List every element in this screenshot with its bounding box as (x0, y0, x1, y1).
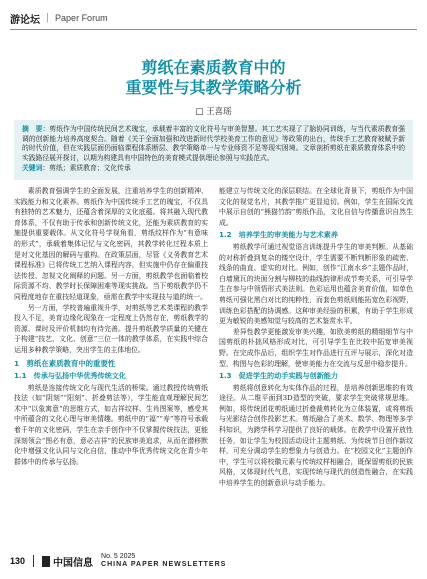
publication-name: CHINA PAPER NEWSLETTERS (101, 561, 227, 568)
publication-info (101, 553, 226, 569)
paragraph: 剪纸将创意转化为实体作品的过程，是培养创新思维的有效途径。从二维平面到3D造型的突破，要求学生突破常规思维。例如，将传统团花剪纸通过折叠裁剪转化为立体装置，或将剪纸与光影结合创作投影艺术。剪纸融合了美术、数学、物理等多学科知识，为跨学科学习提供了良好的载体。在教学中设置开放性任务，如让学生为校园活动设计主题剪纸、为传统节日创作新纹样，可充分调动学生的想象力与创造力。在“校园文化”主题创作中，学生可以将校徽元素与传统纹样相融合，既保留剪纸的民族风格，又体现时代气息，实现传统与现代的创造性融合，在实践中培养学生的创新意识与动手能力。 (219, 383, 413, 488)
paragraph: 另一方面，学校普遍重视升学，对剪纸等艺术类课程的教学投入不足，美育边缘化现象在一定程度上仍然存在，剪纸教学的资源、课时及评价机制均有待完善。提升剪纸教学质量的关键在于构建“技艺、文化、创意”三位一体的教学体系，在实践中综合运用多种教学策略，突出学生的主体地位。 (14, 303, 208, 354)
logo-mark-icon (42, 556, 50, 567)
keywords (22, 164, 405, 174)
abstract-box (14, 120, 413, 180)
paragraph: 素质教育强调学生的全面发展，注重培养学生的创新精神、实践能力和文化素养。剪纸作为中国传统手工艺的瑰宝，不仅具有独特的艺术魅力，还蕴含着深厚的文化底蕴。将其融入现代教育体系，不仅有助于传承和创新传统文化，还能为素质教育的实施提供重要载体。从文化符号学视角看，剪纸纹样作为“有意味的形式”，承载着集体记忆与文化密码，其教学转化过程本质上是对文化基因的解码与重构。在政策层面，尽管《义务教育艺术课程标准》已将传统工艺纳入课程内容，但实施中仍存在偏重技法传授、忽视文化阐释的问题。另一方面，剪纸教学也面临着校际资源不均、教学时长保障困难等现实挑战。当下剪纸教学仍不同程度地存在重技轻道现象，亟需在教学中实现技与道的统一。 (14, 187, 208, 301)
paragraph: 差异性教学更能激发审美兴趣，如欧美剪纸的精细细节与中国剪纸的朴拙风格形成对比，可引导学生在比较中拓宽审美视野。在完成作品后，组织学生对作品进行互评与展示，深化对造型、构图与色彩的理解，使审美能力在交流与反思中稳步提升。 (219, 327, 413, 368)
paragraph: 能建立与传统文化的深层联结。在全球化背景下，剪纸作为中国文化的视觉名片，其教学推广更显迫切。例如，学生在国际交流中展示自创的“熊猫竹韵”剪纸作品，文化自信与传播意识自然生成。 (219, 187, 413, 227)
keywords-label: 关键词： (22, 164, 50, 173)
abstract-text: 剪纸作为中国传统民间艺术瑰宝，承载着丰富的文化符号与审美智慧。其工艺实现了了脑协同训练，与当代素质教育强调的创新能力培养高度契合。随着《关于全面加强和改进新时代学校美育工作的意见》等政策的出台，传统手工艺教育被赋予新的时代价值，但在实践层面仍面临课程体系断层、教学策略单一与专业师资不足等现实困境。文章剖析剪纸在素质教育体系中的实践路径展开探讨，以期为构建具有中国特色的美育模式提供理论参照与实践范式。 (22, 125, 406, 162)
running-header (10, 10, 417, 26)
abstract-label: 摘 要： (22, 125, 50, 133)
logo-text: 中国信息 (53, 557, 94, 569)
footer-divider (33, 555, 34, 567)
page-number: 130 (10, 556, 26, 566)
header-rule (10, 29, 417, 30)
author: □ 王喜瑶 (195, 107, 232, 117)
article-title-line-1: 剪纸在素质教育中的 (141, 58, 286, 77)
subsection-heading: 1.1 传承与弘扬中华优秀传统文化 (14, 371, 126, 381)
running-footer (10, 553, 417, 569)
subsection-heading: 1.2 培养学生的审美能力与艺术素养 (219, 230, 338, 240)
subsection-heading: 1.3 促进学生的动手实践与创新能力 (219, 371, 338, 381)
issue-number: No. 5 2025 (101, 553, 136, 560)
section-title-en: Paper Forum (55, 13, 108, 23)
article-title (0, 58, 427, 98)
article-title-line-2: 重要性与其教学策略分析 (125, 78, 302, 97)
section-title: 游论坛 (10, 14, 40, 26)
header-separator: | (46, 13, 50, 23)
abstract (22, 125, 405, 163)
section-heading: 1 剪纸在素质教育中的重要性 (14, 358, 116, 368)
paragraph: 剪纸是连接传统文化与现代生活的桥梁。通过教授传统剪纸技法（如“阴刻”“阳刻”、折叠剪法等），学生能直观理解民间艺术中“以象寓意”的思维方式，如吉祥纹样、生肖图案等，感受其中所蕴含的文化心理与审美情趣。剪纸中的“福”“寿”等符号承载着千年的文化密码，学生在亲手创作中不仅掌握传统技法，更能深刻领会“图必有意，意必吉祥”的民族审美追求，从而在潜移默化中增强文化认同与文化自信，推动中华优秀传统文化在青少年群体中的传承与弘扬。 (14, 383, 208, 466)
paragraph: 剪纸教学可通过视觉语言训练提升学生的审美判断。从基础的对称折叠到复杂的镂空设计，学生需要不断判断形象的疏密、线条的曲直、虚实的对比。例如，创作“江南水乡”主题作品时，白墙黛瓦的块面分割与柳枝的曲线韵律形成节奏关系，可引导学生在参与中领悟形式美法则。色彩运用也蕴含美育价值，如单色剪纸可强化黑白对比的纯粹性，而套色剪纸则能拓宽色彩视野，训练色彩搭配的协调感。这种审美经验的积累，有助于学生形成更为敏锐的美感知觉与较高的艺术鉴赏水平。 (219, 242, 413, 326)
left-column (14, 186, 208, 467)
journal-logo (42, 554, 93, 569)
keywords-text: 剪纸；素质教育；文化传承 (49, 164, 131, 173)
right-column (219, 186, 413, 489)
